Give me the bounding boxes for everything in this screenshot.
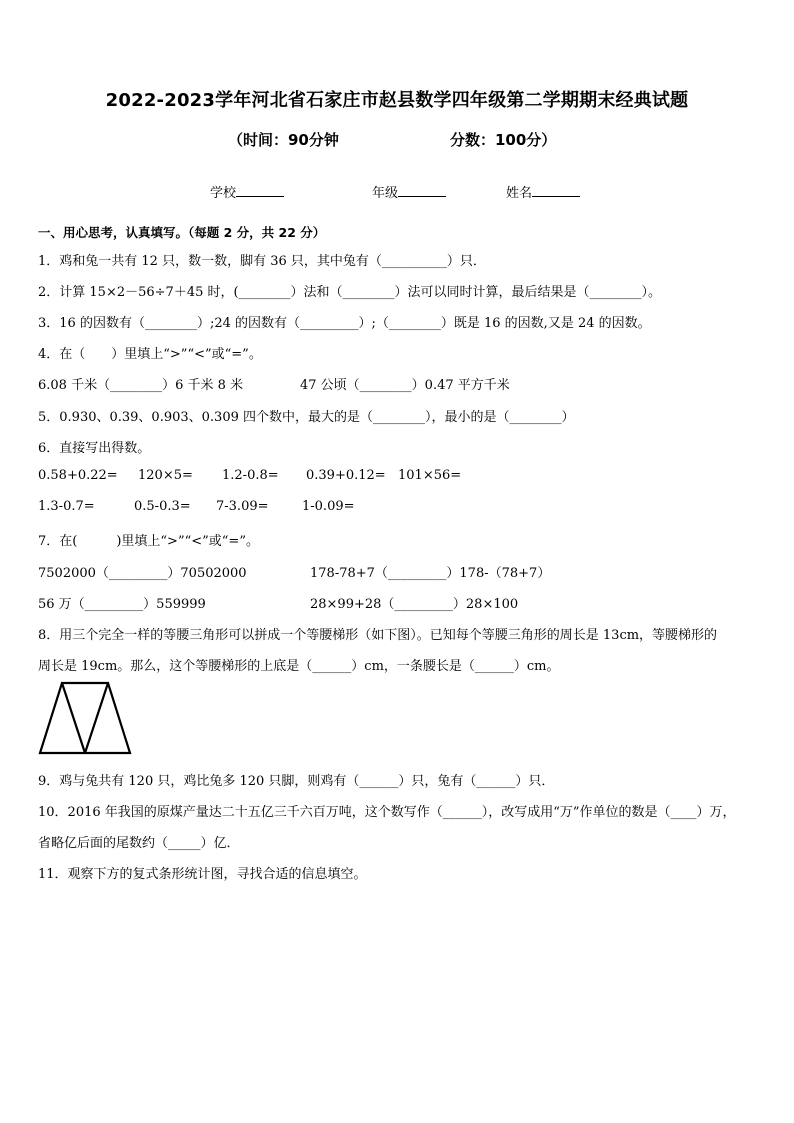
- q7-item: 7502000（_________）70502000: [38, 566, 247, 581]
- triangle-divider-left: [62, 683, 85, 753]
- grade-label: 年级: [372, 186, 399, 201]
- q6-item: 1.2-0.8=: [222, 468, 279, 483]
- q6-item: 1-0.09=: [302, 499, 355, 514]
- grade-blank: [398, 184, 446, 197]
- name-blank: [532, 184, 580, 197]
- q7-item: 178-78+7（_________）178-（78+7）: [310, 566, 551, 581]
- school-blank: [236, 184, 284, 197]
- q7-item: 28×99+28（_________）28×100: [310, 597, 519, 612]
- exam-score: 分数：100分）: [450, 131, 557, 149]
- question-6: 6．直接写出得数。: [38, 441, 151, 456]
- triangle-divider-right: [85, 683, 108, 753]
- question-10-line-2: 省略亿后面的尾数约（_____）亿．: [38, 836, 240, 851]
- question-3: 3．16 的因数有（________）;24 的因数有（_________）;（________）既是 16 的因数,又是 24 的因数。: [38, 316, 651, 331]
- question-7: 7．在( )里填上“>”“<”或“=”。: [38, 534, 259, 549]
- trapezoid-outline: [40, 683, 130, 753]
- section-heading: 一、用心思考，认真填写。（每题 2 分，共 22 分）: [38, 225, 326, 240]
- grade-field: [372, 182, 446, 201]
- q6-item: 0.39+0.12=: [306, 468, 386, 483]
- question-5: 5．0.930、0.39、0.903、0.309 四个数中，最大的是（________），最小的是（________）: [38, 410, 575, 425]
- q6-item: 1.3-0.7=: [38, 499, 95, 514]
- question-8-line-1: 8．用三个完全一样的等腰三角形可以拼成一个等腰梯形（如下图）。已知每个等腰三角形的周长是 13cm，等腰梯形的: [38, 628, 718, 643]
- page-title: 2022-2023学年河北省石家庄市赵县数学四年级第二学期期末经典试题: [105, 90, 689, 111]
- q6-item: 7-3.09=: [216, 499, 269, 514]
- school-field: [210, 182, 284, 201]
- exam-time: （时间：90分钟: [228, 131, 339, 149]
- question-9: 9．鸡与兔共有 120 只，鸡比兔多 120 只脚，则鸡有（______）只，兔有（______）只．: [38, 774, 555, 789]
- q6-item: 0.58+0.22=: [38, 468, 118, 483]
- question-10-line-1: 10．2016 年我国的原煤产量达二十五亿三千六百万吨，这个数写作（______），改写成用“万”作单位的数是（____）万，: [38, 805, 736, 820]
- q4-item-1: 6.08 千米（________）6 千米 8 米: [38, 378, 244, 393]
- exam-meta: [228, 129, 568, 150]
- question-11: 11．观察下方的复式条形统计图，寻找合适的信息填空。: [38, 867, 367, 882]
- q4-item-2: 47 公顷（________）0.47 平方千米: [300, 378, 510, 393]
- name-label: 姓名: [506, 186, 533, 201]
- q6-item: 0.5-0.3=: [134, 499, 191, 514]
- q6-item: 120×5=: [138, 468, 193, 483]
- question-4: 4．在（ ）里填上“>”“<”或“=”。: [38, 347, 262, 362]
- q6-item: 101×56=: [398, 468, 462, 483]
- q7-item: 56 万（_________）559999: [38, 597, 206, 612]
- question-8-line-2: 周长是 19cm。那么，这个等腰梯形的上底是（______）cm，一条腰长是（______）cm。: [38, 659, 560, 674]
- question-1: 1．鸡和兔一共有 12 只，数一数，脚有 36 只，其中兔有（__________）只．: [38, 254, 486, 269]
- question-2: 2．计算 15×2－56÷7＋45 时，(________）法和（________）法可以同时计算，最后结果是（________）。: [38, 285, 662, 300]
- trapezoid-figure: [38, 680, 134, 756]
- name-field: [506, 182, 580, 201]
- school-label: 学校: [210, 186, 237, 201]
